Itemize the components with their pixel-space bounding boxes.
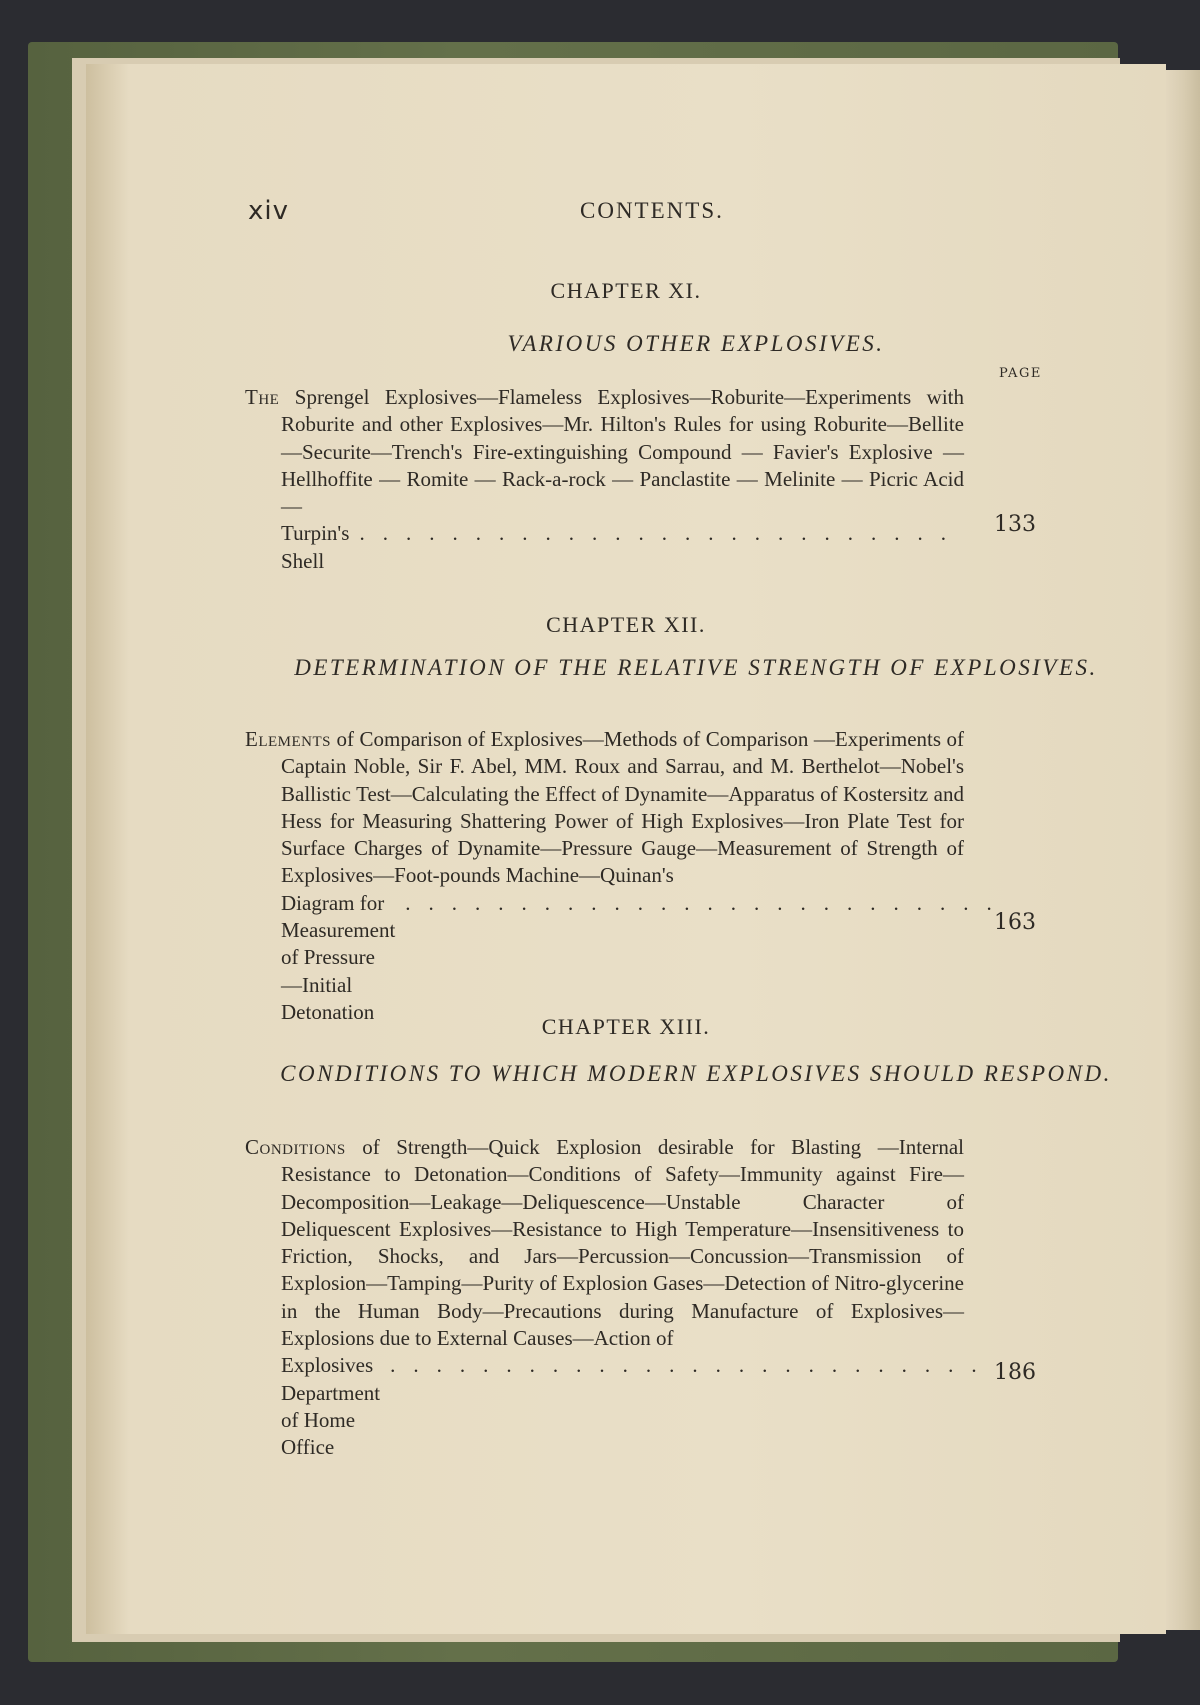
chapter-subject: CONDITIONS TO WHICH MODERN EXPLOSIVES SHOULD RESPOND. (280, 1061, 1112, 1086)
leader-dots: .......................... (405, 890, 1010, 915)
entry-lead: Conditions (245, 1135, 346, 1159)
page-header (86, 196, 1166, 236)
chapter-subject: DETERMINATION OF THE RELATIVE STRENGTH OF EXPLOSIVES. (294, 655, 1098, 680)
folio: xiv (248, 196, 289, 226)
entry-last-text: Explosives Department of Home Office (281, 1353, 381, 1460)
chapter-number: CHAPTER XII. (546, 612, 706, 637)
entry-last-text: Turpin's Shell (281, 521, 350, 573)
entry-lead: The (245, 385, 280, 409)
chapter-number: CHAPTER XIII. (541, 1014, 711, 1039)
entry-last-text: Diagram for Measurement of Pressure—Initial Detonation (281, 890, 396, 1024)
chapter-xi-entry (245, 384, 964, 575)
facing-page-edge (1160, 70, 1200, 1630)
chapter-xii-page: 163 (994, 910, 1036, 935)
entry-last-line (281, 890, 1010, 1026)
chapter-xiii-page: 186 (994, 1360, 1036, 1385)
leader-dots: .......................... (390, 1353, 995, 1378)
entry-last-line (281, 1352, 995, 1461)
entry-last-line (281, 520, 964, 575)
running-head: CONTENTS. (580, 198, 724, 223)
entry-text: of Strength—Quick Explosion desirable for Blasting —Internal Resistance to Detonation—Conditions of Safety—Immunity against Fire—Decomposition—Leakage—Deliquescence—Unstable Character of Deliquescent Explosives—Resistance to High Temperature—Insensitiveness to Friction, Shocks, and Jars—Percussion—Concussion—Transmission of Explosion—Tamping—Purity of Explosion Gases—Detection of Nitro-glycerine in the Human Body—Precautions during Manufacture of Explosives—Explosions due to External Causes—Action of (281, 1135, 964, 1351)
entry-lead: Elements (245, 727, 331, 751)
book-page (86, 64, 1166, 1634)
leader-dots: .......................... (359, 521, 964, 546)
entry-text: Sprengel Explosives—Flameless Explosives—Roburite—Experiments with Roburite and other Explosives—Mr. Hilton's Rules for using Roburite—Bellite—Securite—Trench's Fire-extinguishing Compound — Favier's Explosive — Hellhoffite — Romite — Rack-a-rock — Panclastite — Melinite — Picric Acid — (281, 385, 964, 519)
chapter-xiii-entry (245, 1134, 995, 1462)
chapter-xi-page: 133 (994, 512, 1036, 537)
entry-text: of Comparison of Explosives—Methods of Comparison —Experiments of Captain Noble, Sir F. Abel, MM. Roux and Sarrau, and M. Berthelot—Nobel's Ballistic Test—Calculating the Effect of Dynamite—Apparatus of Kostersitz and Hess for Measuring Shattering Power of High Explosives—Iron Plate Test for Surface Charges of Dynamite—Pressure Gauge—Measurement of Strength of Explosives—Foot-pounds Machine—Quinan's (281, 727, 965, 888)
page-column-label: PAGE (999, 366, 1042, 381)
chapter-subject: VARIOUS OTHER EXPLOSIVES. (507, 331, 885, 356)
chapter-number: CHAPTER XI. (550, 278, 702, 303)
chapter-xii-entry (245, 726, 1010, 1026)
